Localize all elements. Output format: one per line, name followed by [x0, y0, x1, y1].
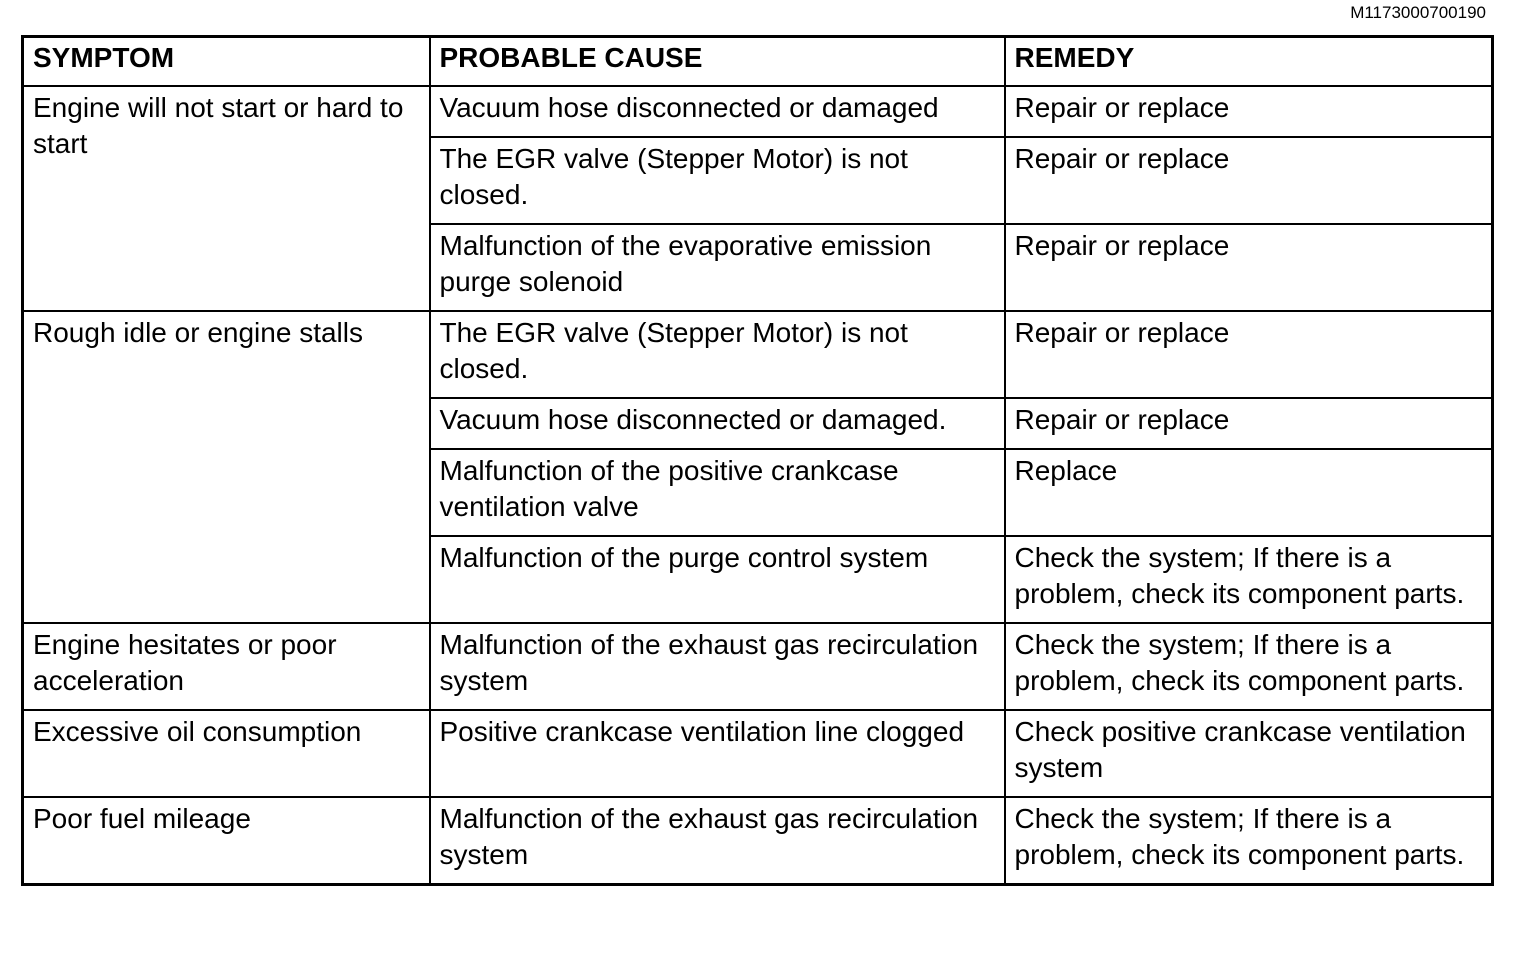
remedy-cell: Check the system; If there is a problem, check its component parts.	[1005, 623, 1493, 710]
remedy-cell: Repair or replace	[1005, 137, 1493, 224]
symptom-cell: Poor fuel mileage	[23, 797, 430, 885]
remedy-cell: Repair or replace	[1005, 398, 1493, 449]
cause-cell: Malfunction of the purge control system	[430, 536, 1005, 623]
table-row	[23, 311, 1493, 398]
table-row	[23, 710, 1493, 797]
cause-cell: Positive crankcase ventilation line clogged	[430, 710, 1005, 797]
remedy-cell: Replace	[1005, 449, 1493, 536]
cause-cell: Malfunction of the positive crankcase ventilation valve	[430, 449, 1005, 536]
symptom-cell: Rough idle or engine stalls	[23, 311, 430, 623]
header-probable-cause: PROBABLE CAUSE	[430, 37, 1005, 87]
symptom-cell: Excessive oil consumption	[23, 710, 430, 797]
cause-cell: The EGR valve (Stepper Motor) is not closed.	[430, 137, 1005, 224]
symptom-cell: Engine hesitates or poor acceleration	[23, 623, 430, 710]
remedy-cell: Check the system; If there is a problem, check its component parts.	[1005, 536, 1493, 623]
symptom-cell: Engine will not start or hard to start	[23, 86, 430, 311]
cause-cell: Malfunction of the evaporative emission purge solenoid	[430, 224, 1005, 311]
remedy-cell: Repair or replace	[1005, 224, 1493, 311]
cause-cell: Malfunction of the exhaust gas recirculation system	[430, 797, 1005, 885]
remedy-cell: Repair or replace	[1005, 311, 1493, 398]
header-symptom: SYMPTOM	[23, 37, 430, 87]
troubleshooting-table	[21, 35, 1494, 886]
table-row	[23, 797, 1493, 885]
document-id: M1173000700190	[1350, 3, 1486, 22]
cause-cell: Vacuum hose disconnected or damaged.	[430, 398, 1005, 449]
cause-cell: Vacuum hose disconnected or damaged	[430, 86, 1005, 137]
remedy-cell: Check the system; If there is a problem, check its component parts.	[1005, 797, 1493, 885]
cause-cell: The EGR valve (Stepper Motor) is not closed.	[430, 311, 1005, 398]
header-remedy: REMEDY	[1005, 37, 1493, 87]
table-row	[23, 86, 1493, 137]
cause-cell: Malfunction of the exhaust gas recirculation system	[430, 623, 1005, 710]
header-row	[23, 37, 1493, 87]
remedy-cell: Repair or replace	[1005, 86, 1493, 137]
table-row	[23, 623, 1493, 710]
remedy-cell: Check positive crankcase ventilation system	[1005, 710, 1493, 797]
